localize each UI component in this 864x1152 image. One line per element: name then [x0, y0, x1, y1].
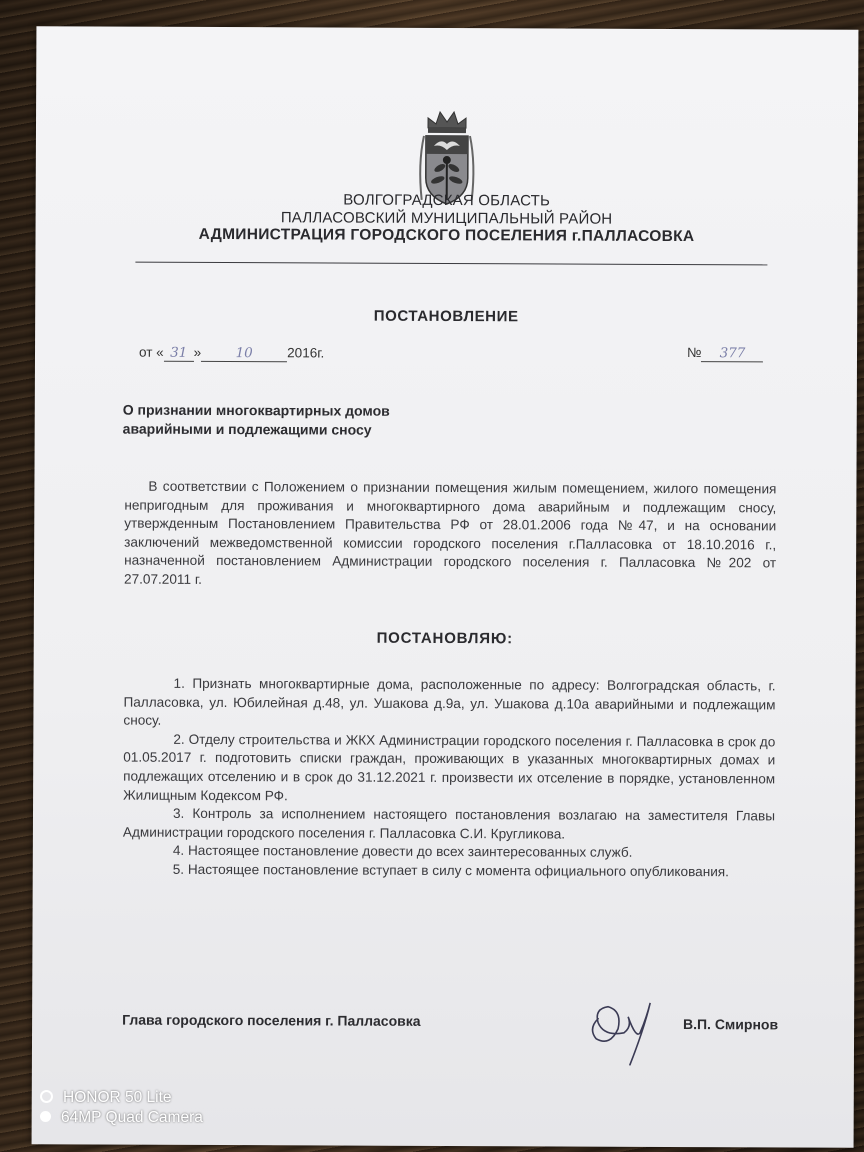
document-sheet	[32, 26, 859, 1148]
decree-item: 1. Признать многоквартирные дома, расположенные по адресу: Волгоградская область, г. Палласовка, ул. Юбилейная д.48, ул. Ушакова д.9а, ул. Ушакова д.10а аварийными и подлежащим сносу.	[123, 675, 776, 728]
document-date	[139, 345, 324, 363]
handwritten-signature-icon	[580, 989, 670, 1069]
preamble-paragraph: В соответствии с Положением о признании помещения жилым помещением, жилого помещения непригодным для проживания и многоквартирного дома аварийным и подлежащим сносу, утвержденным Постановлением Правительства РФ от 28.01.2006 года №47, и на основании заключений межведомственной комиссии городского поселения г.Палласовка от 18.10.2016 г., назначенной постановлением Администрации городского поселения г. Палласовка №202 от 27.07.2011 г.	[123, 478, 777, 587]
header-district: ПАЛЛАСОВСКИЙ МУНИЦИПАЛЬНЫЙ РАЙОН	[280, 209, 613, 228]
header-divider	[135, 262, 767, 266]
signature-block	[122, 1011, 779, 1033]
signer-name: В.П. Смирнов	[682, 1016, 779, 1033]
number-label: №	[686, 345, 702, 361]
date-month: 10	[201, 345, 287, 362]
decree-item: 5. Настоящее постановление вступает в силу с момента официального опубликования.	[172, 861, 729, 880]
decree-item: 3. Контроль за исполнением настоящего постановления возлагаю на заместителя Главы Администрации городского поселения г. Палласовка С.И. Кругликова.	[122, 805, 776, 842]
subject-line-1: О признании многоквартирных домов	[122, 401, 390, 419]
date-day: 31	[164, 345, 194, 362]
subject-line-2: аварийными и подлежащими сносу	[122, 420, 372, 438]
camera-ring-icon	[40, 1090, 53, 1103]
camera-model: HONOR 50 Lite	[63, 1089, 172, 1106]
document-number	[687, 345, 764, 362]
date-prefix: от «	[138, 344, 164, 360]
decree-item: 4. Настоящее постановление довести до всех заинтересованных служб.	[172, 843, 633, 861]
date-mid: »	[193, 344, 202, 360]
header-administration: АДМИНИСТРАЦИЯ ГОРОДСКОГО ПОСЕЛЕНИЯ г.ПАЛЛАСОВКА	[198, 225, 695, 246]
header-region: ВОЛГОГРАДСКАЯ ОБЛАСТЬ	[343, 191, 551, 210]
number-value: 377	[701, 345, 763, 362]
signer-position: Глава городского поселения г. Палласовка	[122, 1011, 421, 1029]
camera-spec: 64MP Quad Camera	[61, 1109, 203, 1126]
camera-dot-icon	[40, 1111, 51, 1122]
camera-watermark	[40, 1088, 203, 1128]
document-type: ПОСТАНОВЛЕНИЕ	[373, 307, 519, 326]
decree-item: 2. Отделу строительства и ЖКХ Администрации городского поселения г. Палласовка в срок до 01.05.2017 г. подготовить списки граждан, проживающих в указанных многоквартирных домах и подлежащих отселению и в срок до 31.12.2021 г. произвести их отселение в порядке, установленном Жилищным Кодексом РФ.	[123, 731, 776, 803]
decree-items	[123, 675, 776, 882]
decree-heading: ПОСТАНОВЛЯЮ:	[376, 629, 513, 648]
date-year: 2016г.	[287, 345, 325, 361]
document-subject	[123, 401, 523, 441]
